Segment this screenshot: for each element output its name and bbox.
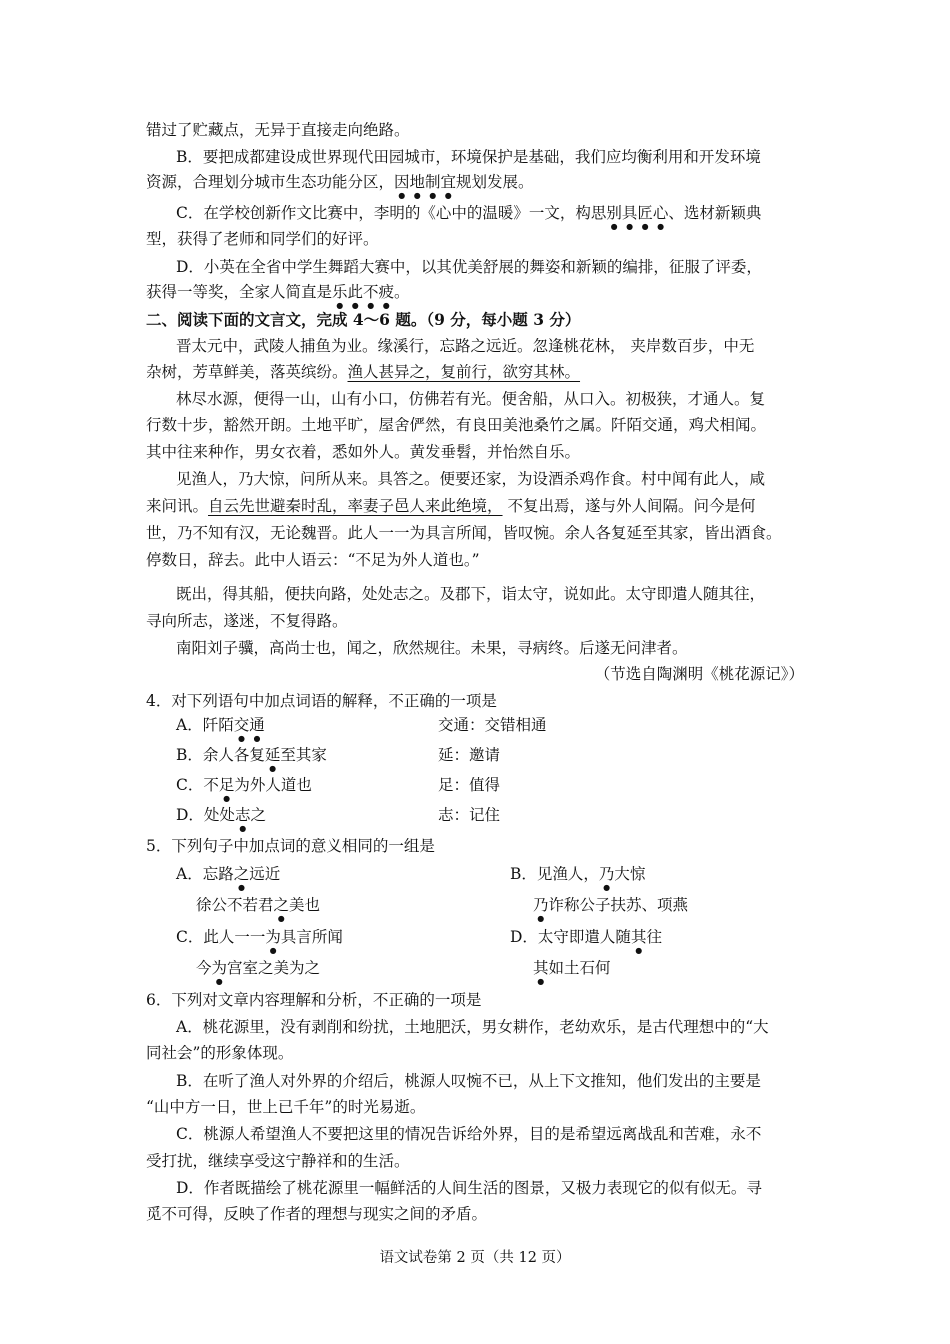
section2-heading: 二、阅读下面的文言文，完成 4～6 题。（9 分，每小题 3 分） <box>146 310 581 329</box>
page-footer: 语文试卷第 2 页（共 12 页） <box>379 1250 571 1266</box>
passage-p1-line1: 晋太元中，武陵人捕鱼为业。缘溪行，忘路之远近。忽逢桃花林， 夹岸数百步，中无 <box>176 337 755 355</box>
q3-option-c-line2: 型，获得了老师和同学们的好评。 <box>146 230 379 248</box>
passage-p1-line2: 杂树，芳草鲜美，落英缤纷。渔人甚异之，复前行，欲穷其林。 <box>146 363 581 381</box>
passage-p3-line1: 见渔人，乃大惊，问所从来。具答之。便要还家，为设酒杀鸡作食。村中闻有此人，咸 <box>176 470 766 488</box>
q4-option-b: B．余人各复延至其家 <box>176 746 327 764</box>
q5-option-d-line2: 其如土石何 <box>533 959 611 977</box>
passage-p3-line3: 世，乃不知有汉，无论魏晋。此人一一为具言所闻，皆叹惋。余人各复延至其家，皆出酒食。 <box>146 524 782 542</box>
q3-option-c-line1: C．在学校创新作文比赛中，李明的《心中的温暖》一文，构思别具匠心、选材新颖典 <box>176 204 762 222</box>
q5-option-b-line1: B．见渔人，乃大惊 <box>510 865 646 883</box>
dotted-term: 因地制宜 <box>394 173 457 191</box>
q5-option-a-line1: A．忘路之远近 <box>176 865 281 883</box>
passage-p3-line4: 停数日，辞去。此中人语云：“不足为外人道也。” <box>146 551 480 569</box>
q4-option-a-explanation: 交通：交错相通 <box>438 716 547 734</box>
passage-p2-line2: 行数十步，豁然开朗。土地平旷，屋舍俨然，有良田美池桑竹之属。阡陌交通，鸡犬相闻。 <box>146 416 767 434</box>
q4-option-c-explanation: 足：值得 <box>438 776 501 794</box>
passage-p4-line2: 寻向所志，遂迷，不复得路。 <box>146 612 348 630</box>
dotted-term: 其 <box>533 959 549 977</box>
dotted-term: 乃 <box>598 865 615 883</box>
q3-option-d-line1: D．小英在全省中学生舞蹈大赛中，以其优美舒展的舞姿和新颖的编排，征服了评委， <box>176 258 762 276</box>
dotted-term: 交通 <box>233 716 265 734</box>
q4-option-d: D．处处志之 <box>176 806 266 824</box>
dotted-term: 足 <box>218 776 235 794</box>
q5-stem: 5．下列句子中加点词的意义相同的一组是 <box>146 837 435 855</box>
q4-option-d-explanation: 志：记住 <box>438 806 501 824</box>
dotted-term: 其 <box>630 928 647 946</box>
dotted-term: 乃 <box>533 896 549 914</box>
q4-option-c: C．不足为外人道也 <box>176 776 312 794</box>
dotted-term: 别具匠心 <box>606 204 669 222</box>
q4-option-b-explanation: 延：邀请 <box>438 746 501 764</box>
dotted-term: 志 <box>234 806 251 824</box>
dotted-term: 为 <box>211 959 228 977</box>
q6-option-d-line2: 觅不可得，反映了作者的理想与现实之间的矛盾。 <box>146 1205 488 1223</box>
q6-option-c-line1: C．桃源人希望渔人不要把这里的情况告诉给外界，目的是希望远离战乱和苦难，永不 <box>176 1125 762 1143</box>
q4-option-a: A．阡陌交通 <box>176 716 265 734</box>
dotted-term: 延 <box>264 746 281 764</box>
dotted-term: 之 <box>233 865 250 883</box>
q6-option-a-line2: 同社会”的形象体现。 <box>146 1044 294 1062</box>
q3-option-b-line1: B．要把成都建设成世界现代田园城市，环境保护是基础，我们应均衡利用和开发环境 <box>176 148 761 166</box>
q5-option-d-line1: D．太守即遣人随其往 <box>510 928 662 946</box>
q6-option-c-line2: 受打扰，继续享受这宁静祥和的生活。 <box>146 1152 410 1170</box>
q5-option-a-line2: 徐公不若君之美也 <box>196 896 321 914</box>
q3-a-continuation: 错过了贮藏点，无异于直接走向绝路。 <box>146 121 410 139</box>
underlined-sentence: 渔人甚异之，复前行，欲穷其林。 <box>347 363 581 381</box>
passage-source: （节选自陶渊明《桃花源记》） <box>594 665 804 683</box>
q5-option-b-line2: 乃诈称公子扶苏、项燕 <box>533 896 689 914</box>
q6-option-b-line1: B．在听了渔人对外界的介绍后，桃源人叹惋不已，从上下文推知，他们发出的主要是 <box>176 1072 761 1090</box>
q4-stem: 4．对下列语句中加点词语的解释，不正确的一项是 <box>146 692 497 710</box>
passage-p4-line1: 既出，得其船，便扶向路，处处志之。及郡下，诣太守，说如此。太守即遣人随其往， <box>176 585 766 603</box>
q3-option-d-line2: 获得一等奖，全家人简直是乐此不疲。 <box>146 283 410 301</box>
dotted-term: 乐此不疲 <box>332 283 395 301</box>
q5-option-c-line2: 今为宫室之美为之 <box>196 959 321 977</box>
q6-option-b-line2: “山中方一日，世上已千年”的时光易逝。 <box>146 1098 426 1116</box>
q5-option-c-line1: C．此人一一为具言所闻 <box>176 928 343 946</box>
passage-p3-line2: 来问讯。自云先世避秦时乱，率妻子邑人来此绝境， 不复出焉，遂与外人间隔。问今是何 <box>146 497 756 515</box>
q6-option-d-line1: D．作者既描绘了桃花源里一幅鲜活的人间生活的图景，又极力表现它的似有似无。寻 <box>176 1179 762 1197</box>
dotted-term: 之 <box>273 896 290 914</box>
q6-option-a-line1: A．桃花源里，没有剥削和纷扰，土地肥沃，男女耕作，老幼欢乐，是古代理想中的“大 <box>176 1018 769 1036</box>
passage-p5-line1: 南阳刘子骥，高尚士也，闻之，欣然规往。未果，寻病终。后遂无问津者。 <box>176 639 688 657</box>
underlined-sentence: 自云先世避秦时乱，率妻子邑人来此绝境， <box>208 497 503 515</box>
passage-p2-line1: 林尽水源，便得一山，山有小口，仿佛若有光。便舍船，从口入。初极狭，才通人。复 <box>176 390 766 408</box>
passage-p2-line3: 其中往来种作，男女衣着，悉如外人。黄发垂髫，并怡然自乐。 <box>146 443 581 461</box>
q6-stem: 6．下列对文章内容理解和分析，不正确的一项是 <box>146 991 482 1009</box>
dotted-term: 为 <box>265 928 281 946</box>
q3-option-b-line2: 资源，合理划分城市生态功能分区，因地制宜规划发展。 <box>146 173 534 191</box>
